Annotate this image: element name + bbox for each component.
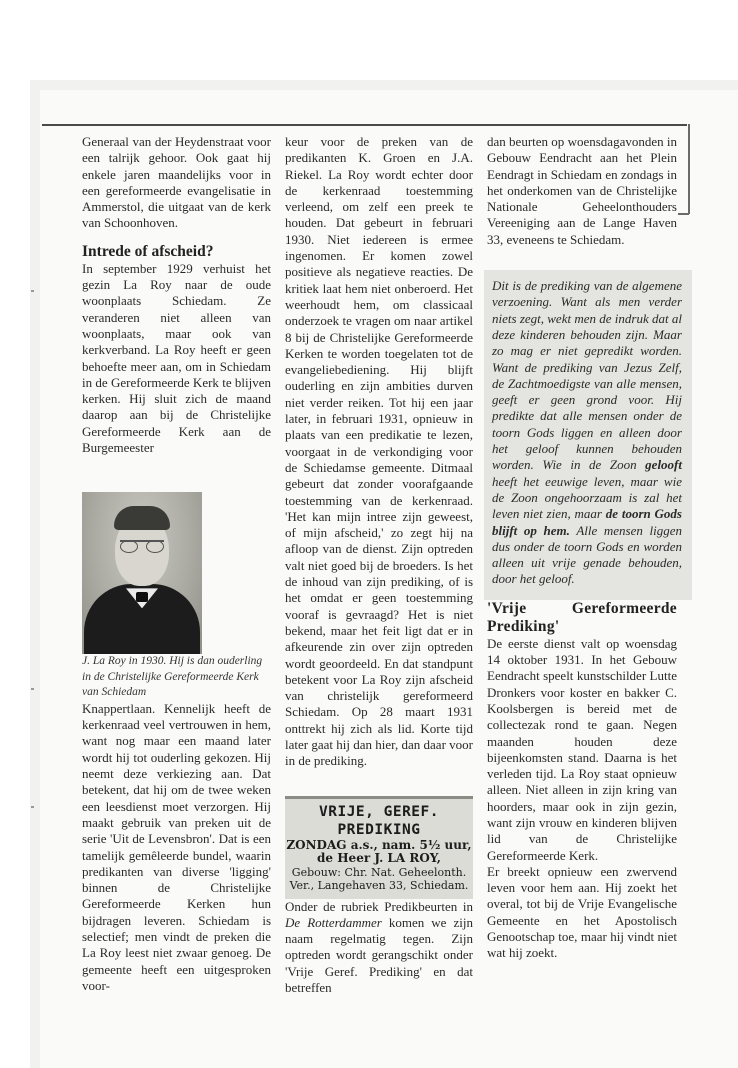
section-heading: 'Vrije Gereformeerde Prediking' [487,599,677,635]
quote-box [484,270,692,600]
portrait-photo [82,492,202,654]
margin-mark [31,290,34,292]
paragraph: Generaal van der Heydenstraat voor een talrijk gehoor. Ook gaat hij enkele jaren maandelijks voor in een gereformeerde evangelisatie in Ammerstol, die uitgaat van de kerk van Schoonhoven. [82,134,271,231]
margin-mark [31,688,34,690]
quote-text: heeft het eeuwige leven, maar wie de Zoon ongehoorzaam is zal het leven niet zien, maar [492,473,682,522]
paragraph: In september 1929 verhuist het gezin La Roy naar de oude woonplaats Schiedam. Ze veranderen niet alleen van woonplaats, maar ook van kerkverband. La Roy heeft er geen behoefte meer aan, om in Schiedam in de Gereformeerde Kerk te blijven kerken. Hij sluit zich de maand daarop aan bij de Christelijke Gereformeerde Kerk aan de Burgemeester [82,260,271,456]
portrait-glasses [120,540,164,554]
top-rule [42,124,687,126]
portrait-hair [114,506,170,530]
portrait-tie [136,592,148,602]
newspaper-clipping [285,796,473,899]
paragraph [285,899,473,997]
clipping-line: ZONDAG a.s., nam. 5½ uur, [286,837,472,852]
section-heading: Intrede of afscheid? [82,242,214,260]
publication-title: De Rotterdammer [285,914,382,930]
column-1 [82,134,271,994]
quote-emphasis: gelooft [645,457,682,473]
corner-mark [688,124,690,214]
clipping-line: de Heer J. LA ROY, [317,851,441,866]
quote-emphasis: de toorn Gods blijft op hem. [492,506,682,538]
quote-text: Alle mensen liggen dus onder de toorn Gods en worden alleen uit vrije genade behouden, door het geloof. [492,522,683,587]
clipping-line: Gebouw: Chr. Nat. Geheelonth. [291,865,467,879]
margin-mark [31,806,34,808]
clipping-line: Ver., Langehaven 33, Schiedam. [289,879,469,893]
paragraph: De eerste dienst valt op woensdag 14 oktober 1931. In het Gebouw Eendracht speelt kunstschilder Lutte Dronkers voor koster en bakker C. Koolsbergen is bereid met de collectezak rond te gaan. Negen maanden houden deze bijeenkomsten stand. Daarna is het verleden tijd. La Roy staat opnieuw alleen. Niet alleen in zijn kring van hoorders, maar ook in zijn gezin, want zijn vrouw en kinderen blijven lid van de Christelijke Gereformeerde Kerk. [487,635,677,863]
clipping-title: VRIJE, GEREF. PREDIKING [319,803,439,838]
paragraph: keur voor de preken van de predikanten K. Groen en J.A. Riekel. La Roy wordt echter door de kerkenraad toestemming verleend, om zelf een preek te houden. Dat gebeurt in februari 1930. Niet iedereen is ermee ingenomen. Er komen zowel positieve als negatieve reacties. De kritiek laat hem niet onberoerd. Het weerhoudt hem, om classicaal onderzoek te vragen om naar artikel 8 bij de Christelijke Gereformeerde Kerken te worden toegelaten tot de evangeliebediening. Hij blijft ouderling en zijn ambities durven niet verder reiken. Tot hij een jaar later, in februari 1931, opnieuw in plaats van een predikatie te lezen, voorgaat in de verkondiging voor de Schiedamse gemeente. Ditmaal gebeurt dat zonder voorafgaande toestemming van de kerkenraad. 'Het kan mijn intree zijn geweest, of mijn afscheid,' zo zegt hij na afloop van de dienst. Zijn optreden valt niet goed bij de broeders. Is het de inhoud van zijn prediking, of is het omdat er geen toestemming vooraf is gevraagd? Het is niet bekend, maar het feit ligt dat er in afkeurende zin over zijn optreden wordt geoordeeld. En dat standpunt betekent voor La Roy zijn afscheid van christelijk gereformeerd Schiedam. Op 28 maart 1931 onttrekt hij zich als lid. Korte tijd later gaat hij dan hier, dan daar voor in de prediking. [285,134,473,769]
text-run: komen we zijn naam regelmatig tegen. Zijn optreden wordt gerangschikt onder 'Vrije Geref. Prediking' en dat betreffen [285,914,473,996]
column-3 [487,134,683,962]
corner-mark-end [678,213,689,215]
text-run: Onder de rubriek Predikbeurten in [285,898,473,914]
paragraph: dan beurten op woensdagavonden in Gebouw Eendracht aan het Plein Eendragt in Schiedam en zondags in het onderkomen van de Christelijke Nationale Geheelonthouders Vereeniging aan de Lange Haven 33, eveneens te Schiedam. [487,134,677,247]
column-2 [285,134,473,996]
quote-text: Dit is de prediking van de algemene verzoening. Want als men verder niets zegt, wekt men de indruk dat al deze kinderen behouden zijn. Maar zo mag er niet gepredikt worden. Want de prediking van Jezus Zelf, de Zachtmoedigste van alle mensen, geeft er geen grond voor. Hij predikte dat alle mensen onder de toorn Gods liggen en alleen door het geloof kunnen behouden worden. Wie in de Zoon [492,278,682,473]
paragraph: Knappertlaan. Kennelijk heeft de kerkenraad veel vertrouwen in hem, want nog maar een maand later wordt hij tot ouderling gekozen. Hij neemt deze verkiezing aan. Dat betekent, dat hij om de twee weken een leesdienst moet verzorgen. Hij maakt gebruik van preken uit de serie 'Uit de Levensbron'. Dat is een tamelijk gemêleerde bundel, waarin predikanten van diverse 'ligging' binnen de Christelijke Gereformeerde Kerken hun bijdragen leveren. Schiedam is selectief; men vindt de preken die La Roy leest niet zwaar genoeg. De gemeente heeft een uitgesproken voor- [82,700,271,993]
paragraph: Er breekt opnieuw een zwervend leven voor hem aan. Hij zoekt het overal, tot bij de Vrije Evangelische Gemeente en het Apostolisch Genootschap toe, maar hij vindt niet wat hij zoekt. [487,863,677,961]
photo-caption: J. La Roy in 1930. Hij is dan ouderling in de Christelijke Gereformeerde Kerk van Schiedam [82,655,263,699]
